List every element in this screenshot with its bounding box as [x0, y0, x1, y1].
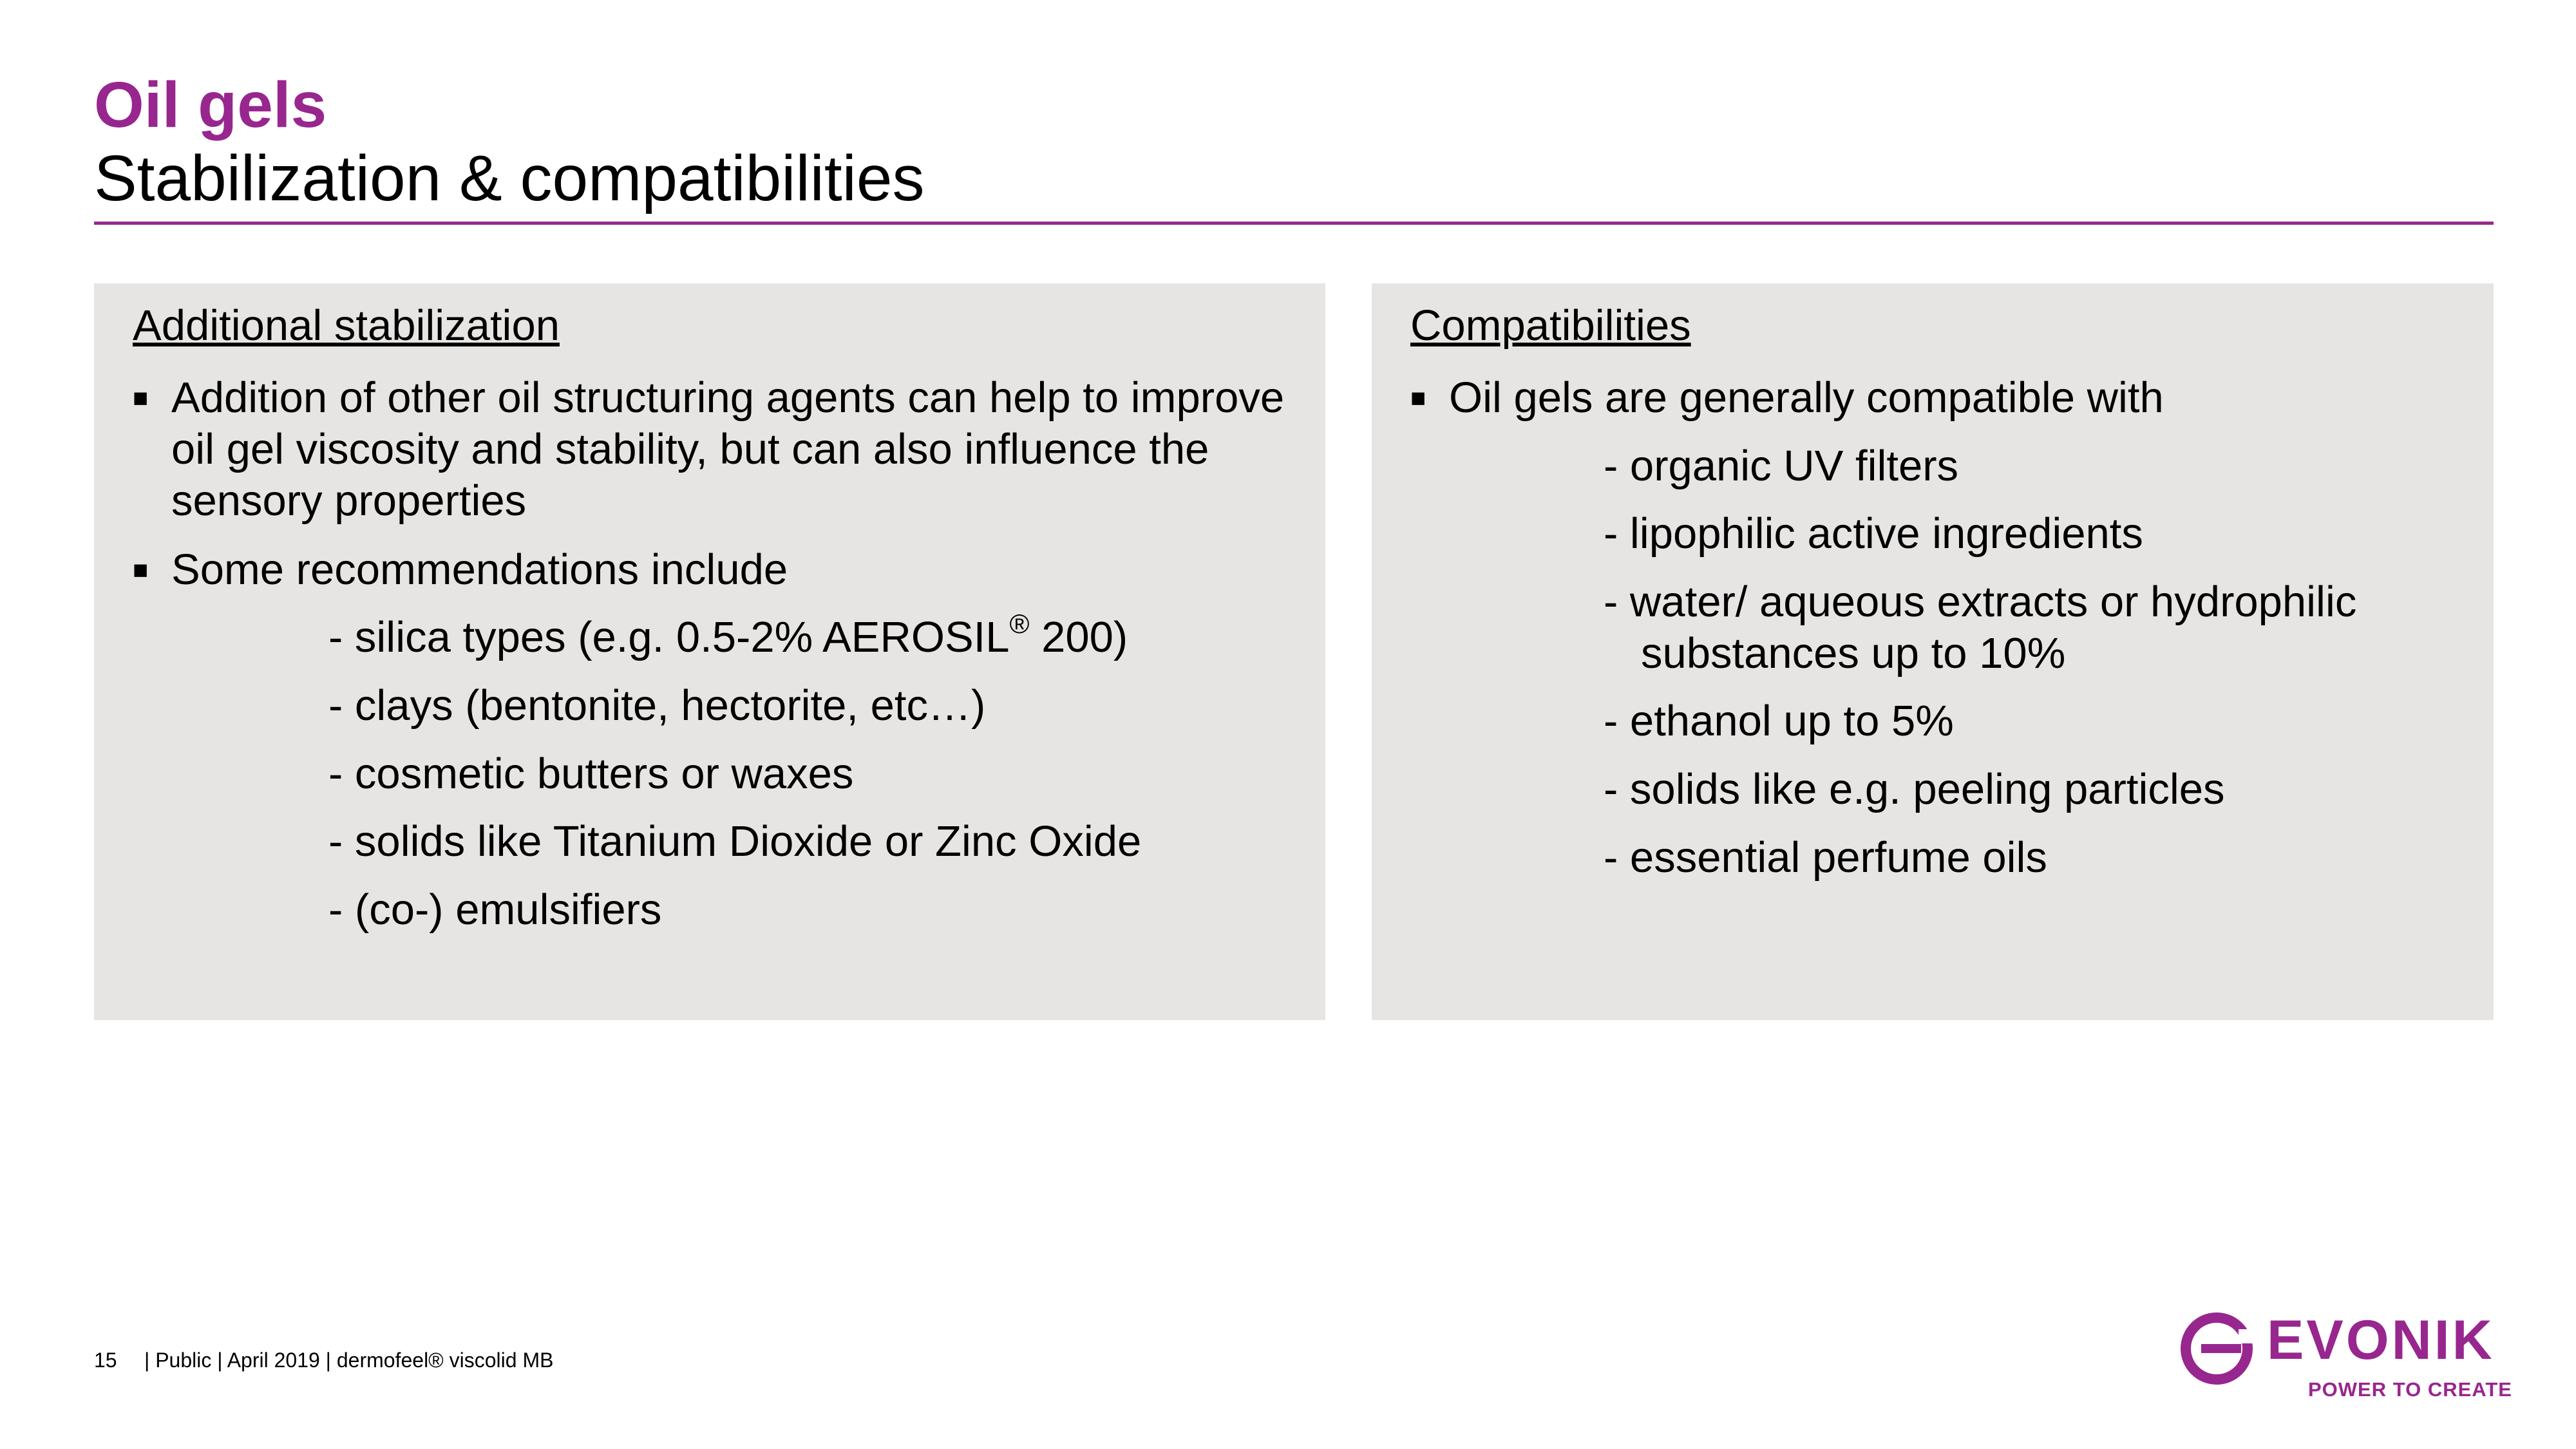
footer-text: | Public | April 2019 | dermofeel® viscolid MB	[144, 1349, 554, 1372]
square-bullet-icon: ■	[1410, 384, 1426, 412]
slide-subtitle: Stabilization & compatibilities	[94, 142, 925, 214]
recommendation-item: - (co-) emulsifiers	[328, 886, 662, 934]
compatibilities-panel	[1372, 283, 2494, 1020]
compatibility-item-continued: substances up to 10%	[1641, 629, 2066, 677]
compatibility-item: - solids like e.g. peeling particles	[1604, 765, 2225, 813]
evonik-logo	[2179, 1309, 2512, 1408]
slide-title: Oil gels	[94, 69, 327, 141]
logo-tagline: POWER TO CREATE	[2308, 1378, 2512, 1401]
square-bullet-icon: ■	[133, 556, 149, 584]
compatibility-item: - ethanol up to 5%	[1604, 697, 1954, 745]
compatibility-item: - essential perfume oils	[1604, 833, 2047, 882]
compatibility-item: - lipophilic active ingredients	[1604, 509, 2143, 558]
recommendation-item: - clays (bentonite, hectorite, etc…)	[328, 681, 986, 730]
recommendation-item: - solids like Titanium Dioxide or Zinc Oxide	[328, 817, 1142, 866]
bullet-item: ■ Some recommendations include	[133, 544, 1292, 596]
compatibility-item: - organic UV filters	[1604, 442, 1959, 490]
recommendation-item: - cosmetic butters or waxes	[328, 750, 854, 798]
evonik-logo-icon	[2179, 1311, 2254, 1386]
bullet-item: ■ Oil gels are generally compatible with	[1410, 372, 2467, 424]
recommendation-item: - silica types (e.g. 0.5-2% AEROSIL® 200)	[328, 608, 1128, 661]
logo-wordmark: EVONIK	[2267, 1309, 2495, 1371]
stabilization-panel	[94, 283, 1325, 1020]
title-divider	[94, 222, 2494, 225]
compatibilities-heading: Compatibilities	[1410, 301, 1691, 350]
stabilization-heading: Additional stabilization	[133, 301, 560, 350]
bullet-item: ■ Addition of other oil structuring agents can help to improve oil gel viscosity and stability, but can also influence the sensory properties	[133, 374, 1285, 525]
compatibility-item: - water/ aqueous extracts or hydrophilic	[1604, 578, 2357, 626]
page-number: 15	[94, 1349, 117, 1372]
footer	[94, 1349, 553, 1372]
square-bullet-icon: ■	[133, 384, 149, 412]
